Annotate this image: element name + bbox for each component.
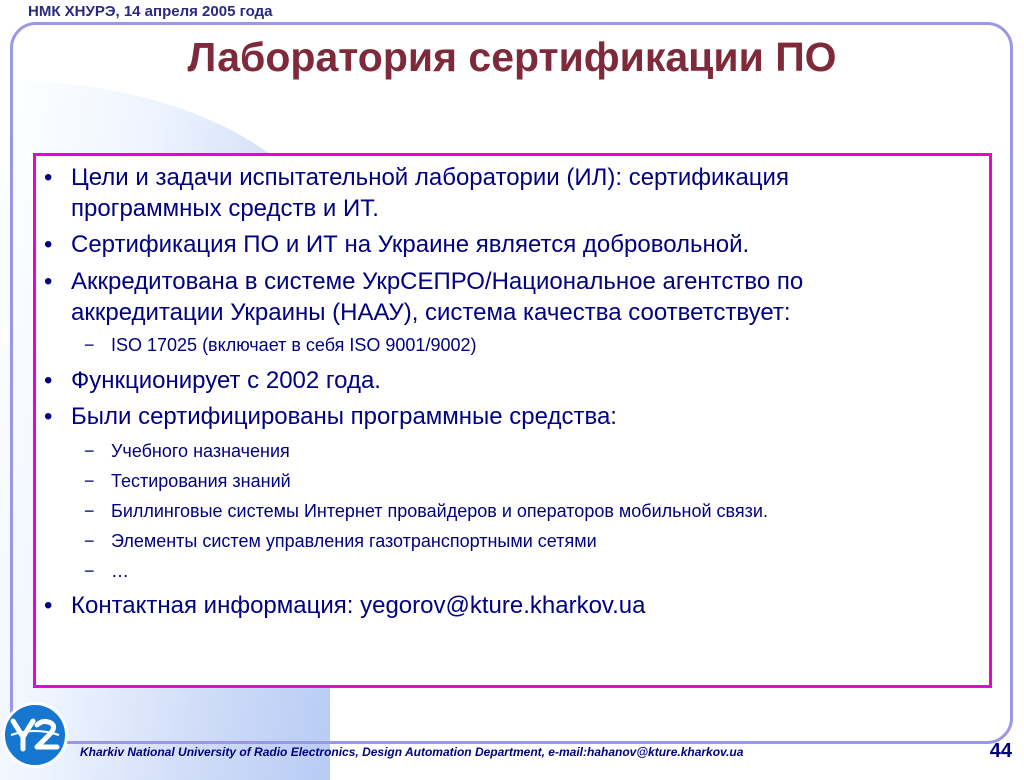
dash-marker: − — [84, 471, 95, 491]
list-subitem — [36, 470, 979, 492]
dash-marker: − — [84, 335, 95, 355]
item-line: Элементы систем управления газотранспортными сетями — [111, 531, 597, 551]
list-subitem — [36, 560, 979, 582]
list-item — [36, 590, 979, 621]
logo-mark-icon — [9, 717, 61, 753]
item-line: Аккредитована в системе УкрСЕПРО/Национальное агентство по — [71, 268, 804, 295]
item-line: Функционирует с 2002 года. — [71, 367, 381, 394]
item-line: Учебного назначения — [111, 441, 290, 461]
list-subitem — [36, 334, 979, 356]
list-item — [36, 266, 979, 328]
bullet-marker: • — [44, 268, 53, 295]
list-item — [36, 365, 979, 396]
item-line: Цели и задачи испытательной лаборатории (ИЛ): сертификация — [71, 164, 789, 191]
list-item — [36, 401, 979, 432]
bullet-marker: • — [44, 367, 53, 394]
bullet-marker: • — [44, 164, 53, 191]
item-line: аккредитации Украины (НААУ), система качества соответствует: — [71, 299, 791, 326]
slide-title: Лаборатория сертификации ПО — [187, 34, 837, 80]
list-item — [36, 162, 979, 224]
dash-marker: − — [84, 561, 95, 581]
item-line: Контактная информация: yegorov@kture.kharkov.ua — [71, 592, 646, 619]
item-line: Были сертифицированы программные средства: — [71, 403, 617, 430]
footer-text: Kharkiv National University of Radio Electronics, Design Automation Department, e-mail:hahanov@kture.kharkov.ua — [80, 745, 744, 759]
list-item — [36, 229, 979, 260]
header-text: НМК ХНУРЭ, 14 апреля 2005 года — [28, 3, 273, 20]
list-subitem — [36, 500, 979, 522]
bullet-marker: • — [44, 231, 53, 258]
item-line: … — [111, 561, 129, 581]
item-line: Тестирования знаний — [111, 471, 291, 491]
university-logo-icon — [2, 702, 68, 768]
page-number: 44 — [989, 740, 1012, 762]
item-line: ISO 17025 (включает в себя ISO 9001/9002) — [111, 335, 477, 355]
list-subitem — [36, 440, 979, 462]
content-box — [33, 153, 992, 688]
bullet-marker: • — [44, 403, 53, 430]
dash-marker: − — [84, 441, 95, 461]
item-line: Биллинговые системы Интернет провайдеров и операторов мобильной связи. — [111, 501, 768, 521]
dash-marker: − — [84, 531, 95, 551]
list-subitem — [36, 530, 979, 552]
bullet-marker: • — [44, 592, 53, 619]
dash-marker: − — [84, 501, 95, 521]
item-line: программных средств и ИТ. — [71, 195, 379, 222]
item-line: Сертификация ПО и ИТ на Украине является добровольной. — [71, 231, 750, 258]
